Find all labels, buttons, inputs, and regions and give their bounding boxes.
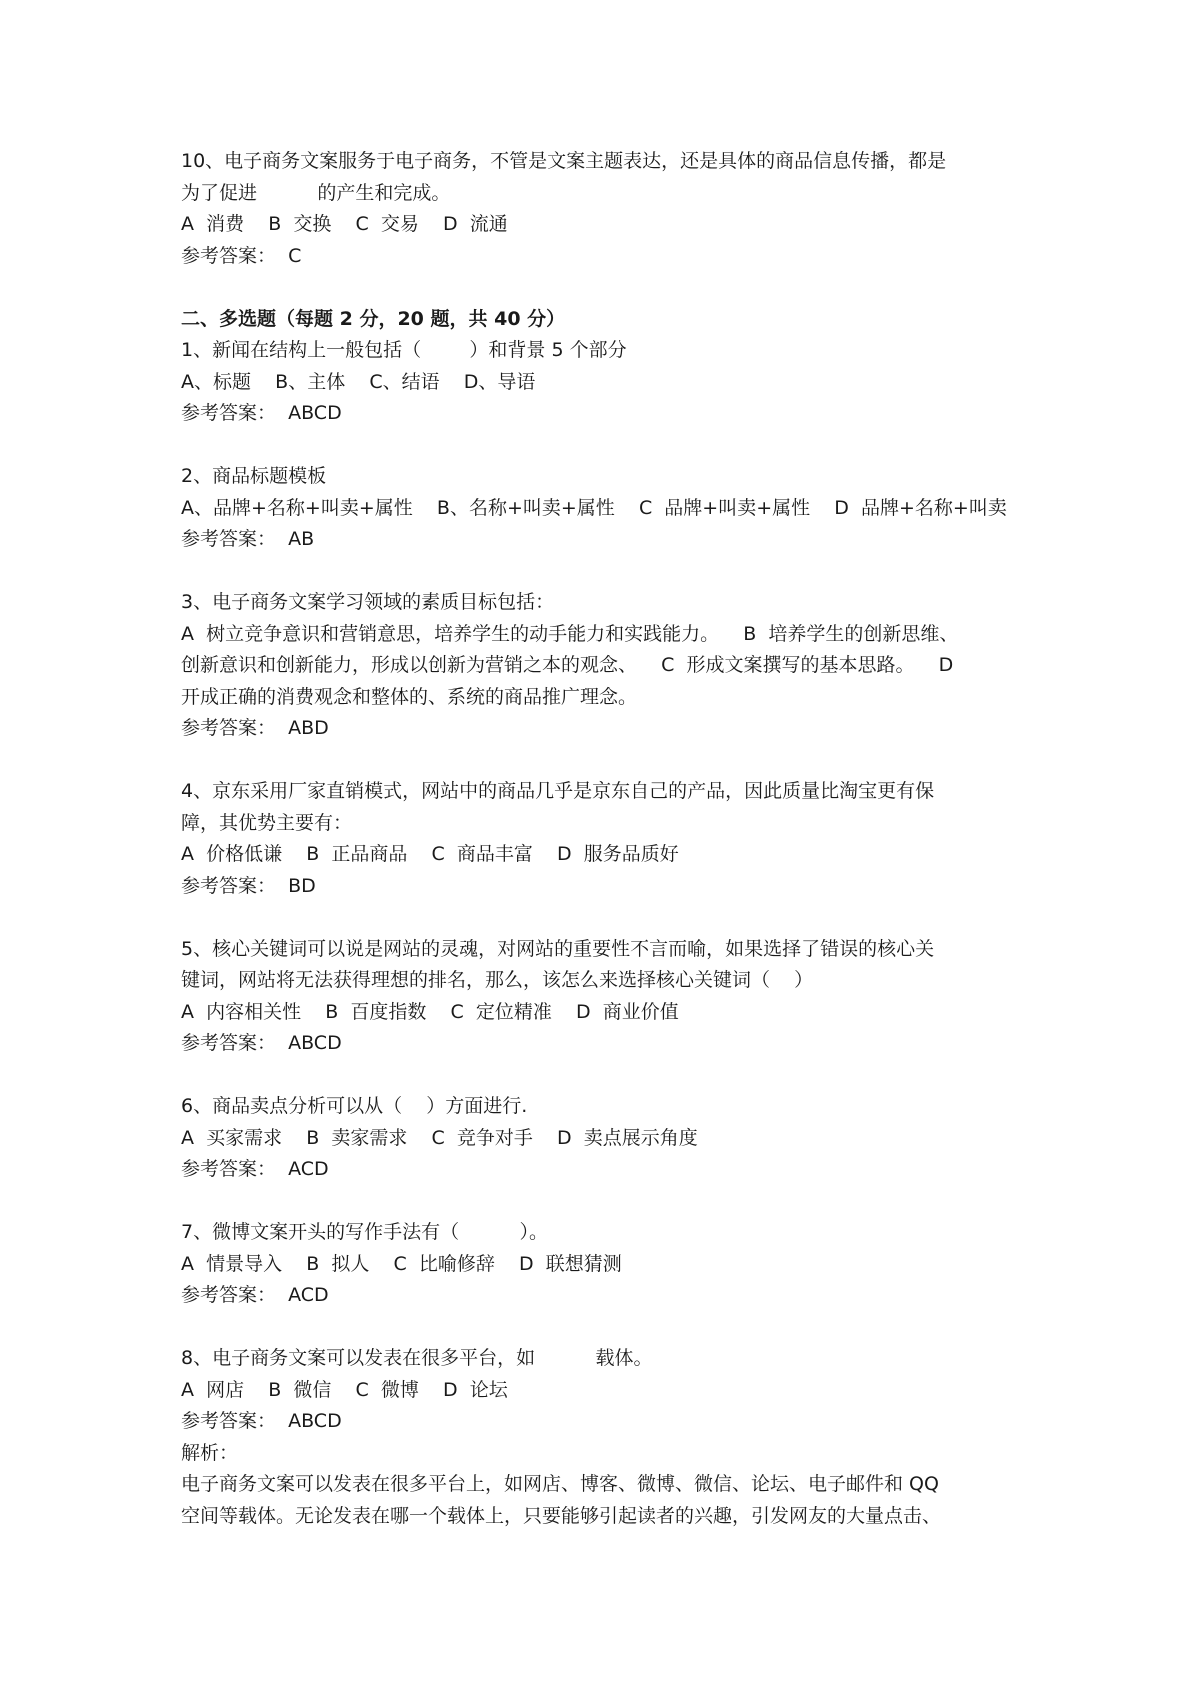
answer-label: 参考答案： xyxy=(181,1158,277,1180)
analysis-text: 电子商务文案可以发表在很多平台上，如网店、博客、微博、微信、论坛、电子邮件和 QQ xyxy=(181,1473,939,1495)
question-10 xyxy=(181,146,1021,272)
answer-line xyxy=(181,524,1021,556)
answer-line xyxy=(181,1280,1021,1312)
answer-line xyxy=(181,1154,1021,1186)
question-stem: 6、商品卖点分析可以从（ ）方面进行. xyxy=(181,1095,528,1117)
answer-value: ACD xyxy=(288,1284,329,1306)
answer-line xyxy=(181,1028,1021,1060)
answer-label: 参考答案： xyxy=(181,244,277,267)
answer-line xyxy=(181,871,1021,903)
document-page xyxy=(181,146,1021,1532)
answer-value: ABCD xyxy=(288,1410,342,1432)
question-stem: 8、电子商务文案可以发表在很多平台，如 载体。 xyxy=(181,1347,653,1369)
section-title: 二、多选题（每题 2 分，20 题，共 40 分） xyxy=(181,307,566,330)
question-3 xyxy=(181,587,1021,745)
answer-value: ACD xyxy=(288,1158,329,1180)
question-8 xyxy=(181,1343,1021,1532)
answer-value: ABD xyxy=(288,717,329,739)
question-stem: 障，其优势主要有： xyxy=(181,811,353,834)
question-options: A、标题 B、主体 C、结语 D、导语 xyxy=(181,370,536,393)
answer-value: BD xyxy=(288,874,316,897)
question-2 xyxy=(181,461,1021,556)
question-stem: 为了促进 的产生和完成。 xyxy=(181,181,451,204)
question-stem: 1、新闻在结构上一般包括（ ）和背景 5 个部分 xyxy=(181,339,627,361)
question-options: A 消费 B 交换 C 交易 D 流通 xyxy=(181,213,508,235)
question-6 xyxy=(181,1091,1021,1186)
analysis-text: 空间等载体。无论发表在哪一个载体上，只要能够引起读者的兴趣，引发网友的大量点击、 xyxy=(181,1504,942,1527)
answer-value: ABCD xyxy=(288,1032,342,1054)
question-options: 创新意识和创新能力，形成以创新为营销之本的观念、 C 形成文案撰写的基本思路。 D xyxy=(181,654,954,676)
question-4 xyxy=(181,776,1021,902)
question-stem: 3、电子商务文案学习领域的素质目标包括： xyxy=(181,591,555,613)
question-stem: 7、微博文案开头的写作手法有（ ）。 xyxy=(181,1221,548,1243)
answer-label: 参考答案： xyxy=(181,1284,277,1306)
answer-label: 参考答案： xyxy=(181,717,277,739)
answer-value: C xyxy=(288,244,302,267)
answer-line xyxy=(181,241,1021,273)
answer-label: 参考答案： xyxy=(181,1410,277,1432)
question-options: A、品牌+名称+叫卖+属性 B、名称+叫卖+属性 C 品牌+叫卖+属性 D 品牌+名称+叫卖 xyxy=(181,496,1007,519)
answer-value: AB xyxy=(288,528,315,550)
answer-label: 参考答案： xyxy=(181,528,277,550)
answer-label: 参考答案： xyxy=(181,1032,277,1054)
question-7 xyxy=(181,1217,1021,1312)
answer-line xyxy=(181,713,1021,745)
answer-line xyxy=(181,1406,1021,1438)
question-options: A 买家需求 B 卖家需求 C 竞争对手 D 卖点展示角度 xyxy=(181,1126,698,1149)
answer-value: ABCD xyxy=(288,402,342,424)
question-5 xyxy=(181,934,1021,1060)
question-1 xyxy=(181,335,1021,430)
analysis-label: 解析： xyxy=(181,1441,239,1464)
answer-line xyxy=(181,398,1021,430)
question-stem: 2、商品标题模板 xyxy=(181,465,327,487)
question-options: A 情景导入 B 拟人 C 比喻修辞 D 联想猜测 xyxy=(181,1252,622,1275)
question-options: A 价格低谦 B 正品商品 C 商品丰富 D 服务品质好 xyxy=(181,843,679,865)
question-stem: 4、京东采用厂家直销模式，网站中的商品几乎是京东自己的产品，因此质量比淘宝更有保 xyxy=(181,780,935,802)
question-options: A 网店 B 微信 C 微博 D 论坛 xyxy=(181,1378,508,1401)
question-options: A 树立竞争意识和营销意思，培养学生的动手能力和实践能力。 B 培养学生的创新思维、 xyxy=(181,622,959,645)
answer-label: 参考答案： xyxy=(181,402,277,424)
question-options: 开成正确的消费观念和整体的、系统的商品推广理念。 xyxy=(181,685,638,708)
answer-label: 参考答案： xyxy=(181,874,277,897)
question-options: A 内容相关性 B 百度指数 C 定位精准 D 商业价值 xyxy=(181,1000,679,1023)
question-stem: 10、电子商务文案服务于电子商务，不管是文案主题表达，还是具体的商品信息传播，都是 xyxy=(181,150,947,172)
question-stem: 5、核心关键词可以说是网站的灵魂，对网站的重要性不言而喻，如果选择了错误的核心关 xyxy=(181,937,935,960)
question-stem: 键词，网站将无法获得理想的排名，那么，该怎么来选择核心关键词（ ） xyxy=(181,969,814,991)
